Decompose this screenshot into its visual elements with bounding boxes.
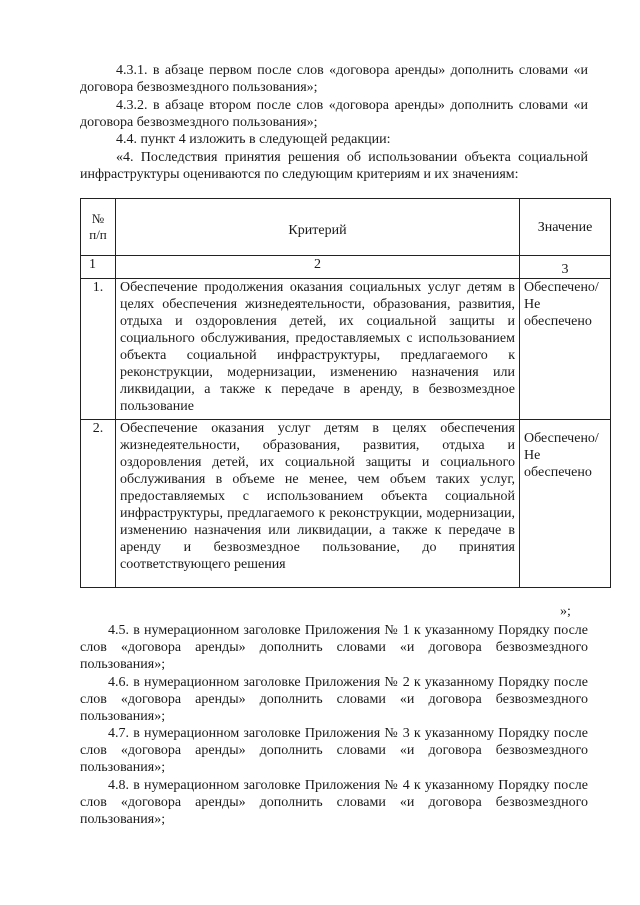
table-header-row xyxy=(81,199,611,256)
paragraph-criteria-intro: «4. Последствия принятия решения об использовании объекта социальной инфраструктуры оцениваются по следующим критериям и их значениям: xyxy=(80,150,588,182)
closing-quote: »; xyxy=(560,604,571,619)
paragraph-4-7: 4.7. в нумерационном заголовке Приложения № 3 к указанному Порядку после слов «договора аренды» дополнить словами «и договора безвозмездного пользования»; xyxy=(80,726,588,775)
column-number-2: 2 xyxy=(116,256,520,279)
header-number: № п/п xyxy=(81,199,116,256)
paragraph-4-4: 4.4. пункт 4 изложить в следующей редакции: xyxy=(116,132,391,147)
table-column-numbers-row xyxy=(81,256,611,279)
criteria-table xyxy=(80,198,611,588)
row-criterion: Обеспечение оказания услуг детям в целях обеспечения жизнедеятельности, образования, развития, отдыха и оздоровления детей, их социальной защиты и социального обслуживания в объеме не менее, чем объем таких услуг, предоставляемых с использованием объекта социальной инфраструктуры, предлагаемого к реконструкции, модернизации, изменению назначения или ликвидации, а также к передаче в аренду и безвозмездное пользование, до принятия соответствующего решения xyxy=(116,420,520,588)
column-number-1: 1 xyxy=(81,256,116,279)
row-value: Обеспечено/ Не обеспечено xyxy=(520,420,611,588)
paragraph-4-5: 4.5. в нумерационном заголовке Приложения № 1 к указанному Порядку после слов «договора аренды» дополнить словами «и договора безвозмездного пользования»; xyxy=(80,623,588,672)
paragraph-4-6: 4.6. в нумерационном заголовке Приложения № 2 к указанному Порядку после слов «договора аренды» дополнить словами «и договора безвозмездного пользования»; xyxy=(80,675,588,724)
row-number: 2. xyxy=(81,420,116,588)
paragraph-4-3-2: 4.3.2. в абзаце втором после слов «договора аренды» дополнить словами «и договора безвозмездного пользования»; xyxy=(80,98,588,130)
paragraph-4-8: 4.8. в нумерационном заголовке Приложения № 4 к указанному Порядку после слов «договора аренды» дополнить словами «и договора безвозмездного пользования»; xyxy=(80,778,588,827)
row-number: 1. xyxy=(81,279,116,420)
header-value: Значение xyxy=(520,199,611,256)
column-number-3: 3 xyxy=(520,256,611,279)
table-row xyxy=(81,279,611,420)
row-value: Обеспечено/ Не обеспечено xyxy=(520,279,611,420)
header-criterion: Критерий xyxy=(116,199,520,256)
paragraph-4-3-1: 4.3.1. в абзаце первом после слов «договора аренды» дополнить словами «и договора безвозмездного пользования»; xyxy=(80,63,588,95)
row-criterion: Обеспечение продолжения оказания социальных услуг детям в целях обеспечения жизнедеятельности, образования, развития, отдыха и оздоровления детей, их социальной защиты и социального обслуживания, предоставляемых с использованием объекта социальной инфраструктуры, предлагаемого к реконструкции, модернизации, изменению назначения или ликвидации, а также к передаче в аренду, в безвозмездное пользование xyxy=(116,279,520,420)
table-row xyxy=(81,420,611,588)
